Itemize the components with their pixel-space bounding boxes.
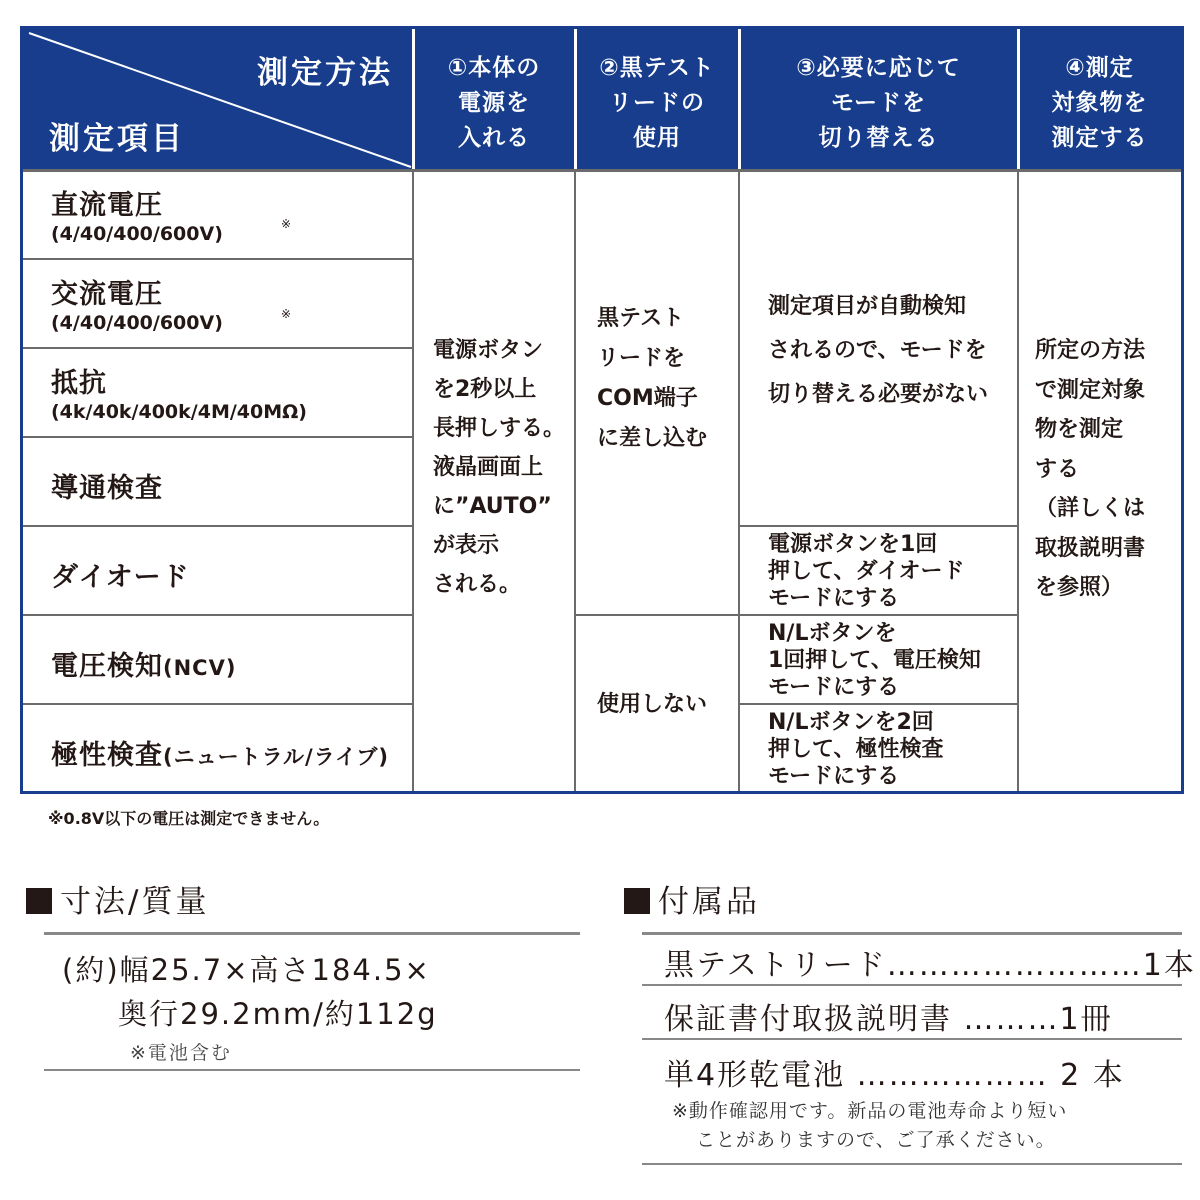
accessories-top-rule bbox=[642, 932, 1182, 935]
item-ac-voltage: 交流電圧 bbox=[51, 279, 163, 310]
item-ncv-name: 電圧検知 bbox=[51, 651, 163, 682]
header-bottom-rule bbox=[23, 169, 1181, 172]
header-step1-cell bbox=[413, 29, 575, 169]
dimensions-bottom-rule bbox=[44, 1069, 580, 1071]
step3-polarity-mode: N/Lボタンを2回 押して、極性検査 モードにする bbox=[768, 710, 944, 789]
item-ncv-tail: (NCV) bbox=[163, 656, 237, 680]
row-divider bbox=[739, 614, 1018, 616]
voltage-footnote: ※0.8V以下の電圧は測定できません。 bbox=[48, 809, 330, 828]
column-divider bbox=[1017, 169, 1019, 791]
column-divider bbox=[738, 169, 740, 791]
item-dc-voltage-mark: ※ bbox=[281, 217, 292, 231]
dimensions-title: 寸法/質量 bbox=[60, 884, 210, 920]
dimensions-line1: (約)幅25.7×高さ184.5× bbox=[62, 953, 431, 987]
dimensions-heading bbox=[26, 876, 209, 921]
step3-ncv-mode: N/Lボタンを 1回押して、電圧検知 モードにする bbox=[768, 621, 981, 700]
item-polarity-tail: (ニュートラル/ライブ) bbox=[163, 745, 389, 769]
accessory-battery-note-line2: ことがありますので、ご了承ください。 bbox=[696, 1129, 1056, 1151]
header-step3-text: ③必要に応じて モードを 切り替える bbox=[796, 55, 961, 151]
step4-instruction: 所定の方法 で測定対象 物を測定 する （詳しくは 取扱説明書 を参照） bbox=[1035, 338, 1146, 600]
row-divider bbox=[739, 525, 1018, 527]
header-step1-text: ①本体の 電源を 入れる bbox=[447, 55, 541, 151]
row-divider bbox=[23, 525, 413, 527]
item-polarity-name: 極性検査 bbox=[51, 740, 163, 771]
step1-instruction: 電源ボタン を2秒以上 長押しする。 液晶画面上 に”AUTO” が表示 される。 bbox=[433, 338, 566, 597]
step3-auto-detect: 測定項目が自動検知 されるので、モードを 切り替える必要がない bbox=[768, 294, 989, 407]
header-step4-cell bbox=[1018, 29, 1181, 169]
item-ncv bbox=[51, 644, 236, 683]
header-divider bbox=[574, 29, 577, 169]
step2-not-used: 使用しない bbox=[597, 692, 708, 717]
header-step2-text: ②黒テスト リードの 使用 bbox=[599, 55, 715, 151]
item-diode: ダイオード bbox=[51, 562, 190, 593]
header-item-label: 測定項目 bbox=[49, 121, 185, 157]
accessory-item-batteries: 単4形乾電池 ……………… 2 本 bbox=[664, 1058, 1125, 1093]
header-divider bbox=[412, 29, 415, 169]
step2-use-lead: 黒テスト リードを COM端子 に差し込む bbox=[597, 306, 708, 451]
header-step2-cell bbox=[575, 29, 739, 169]
square-bullet-icon bbox=[624, 888, 650, 914]
accessory-item-manual: 保証書付取扱説明書 ………1冊 bbox=[664, 1002, 1113, 1037]
row-divider bbox=[23, 347, 413, 349]
measurement-table bbox=[20, 26, 1184, 794]
item-polarity bbox=[51, 733, 389, 772]
dimensions-line2: 奥行29.2mm/約112g bbox=[118, 997, 438, 1031]
row-divider bbox=[739, 703, 1018, 705]
square-bullet-icon bbox=[26, 888, 52, 914]
header-divider bbox=[1017, 29, 1020, 169]
item-dc-voltage-range: (4/40/400/600V) bbox=[51, 223, 223, 245]
row-divider bbox=[23, 703, 413, 705]
row-divider bbox=[23, 436, 413, 438]
header-corner-cell bbox=[23, 29, 413, 169]
row-divider bbox=[23, 258, 413, 260]
item-resistance: 抵抗 bbox=[51, 368, 107, 399]
header-method-label: 測定方法 bbox=[257, 55, 393, 91]
accessory-item-test-lead: 黒テストリード……………………1本 bbox=[664, 948, 1196, 983]
header-divider bbox=[738, 29, 741, 169]
column-divider bbox=[412, 169, 414, 791]
row-divider bbox=[575, 614, 739, 616]
dimensions-note: ※電池含む bbox=[130, 1042, 232, 1064]
item-resistance-range: (4k/40k/400k/4M/40MΩ) bbox=[51, 401, 307, 423]
accessories-heading bbox=[624, 876, 760, 921]
step3-diode-mode: 電源ボタンを1回 押して、ダイオード モードにする bbox=[768, 532, 965, 611]
item-ac-voltage-mark: ※ bbox=[281, 307, 292, 321]
item-continuity: 導通検査 bbox=[51, 473, 163, 504]
item-ac-voltage-range: (4/40/400/600V) bbox=[51, 312, 223, 334]
dimensions-top-rule bbox=[44, 932, 580, 935]
header-step3-cell bbox=[739, 29, 1018, 169]
column-divider bbox=[574, 169, 576, 791]
accessories-title: 付属品 bbox=[658, 884, 760, 920]
row-divider bbox=[23, 614, 413, 616]
accessories-bottom-rule bbox=[642, 1163, 1182, 1165]
accessory-row-divider bbox=[642, 984, 1182, 986]
header-step4-text: ④測定 対象物を 測定する bbox=[1051, 55, 1148, 151]
item-dc-voltage: 直流電圧 bbox=[51, 190, 163, 221]
accessory-row-divider bbox=[642, 1038, 1182, 1040]
accessory-battery-note-line1: ※動作確認用です。新品の電池寿命より短い bbox=[672, 1100, 1068, 1122]
